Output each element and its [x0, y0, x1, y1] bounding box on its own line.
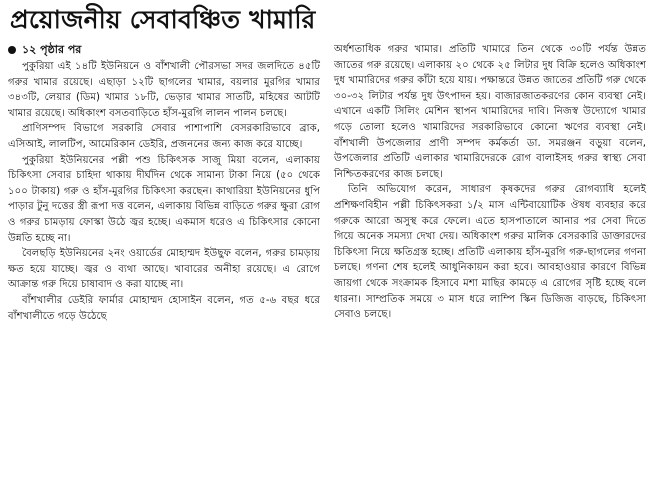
paragraph: পুকুরিয়া এই ১৪টি ইউনিয়নে ও বাঁশখালী পৌরসভা সদর জলদিতে ৪৫টি গরুর খামার রয়েছে। এছাড়া ১২টি ছাগলের খামার, বয়লার মুরগির খামার ৩৪৩টি, লেয়ার (ডিম) খামার ১৮টি, ভেড়ার খামার সাতটি, মহিষের আটটি খামার রয়েছে। অধিকাংশ বসতবাড়িতে হাঁস-মুরগি লালন পালন চলছে। — [8, 61, 320, 119]
bullet-icon — [8, 46, 16, 54]
left-column — [8, 42, 320, 324]
paragraph: অর্ধশতাধিক গরুর খামার। প্রতিটি খামারে তিন থেকে ৩০টি পর্যন্ত উন্নত জাতের গরু রয়েছে। এলাকায় ২০ থেকে ২৫ লিটার দুধ বিক্রি হলেও অধিকাংশ দুধ খামারিদের গরুর কাঁটা হয়ে যায়। পক্ষান্তরে উন্নত জাতের প্রতিটি গরু থেকে ৩০-৩২ লিটার পর্যন্ত দুধ উৎপাদন হয়। বাজারজাতকরণের কোন ব্যবস্থা নেই। এখানে একটি সিলিং মেশিন স্থাপন খামারিদের দাবি। নিজস্ব উদ্যোগে খামার গড়ে তোলা হলেও খামারিদের সরকারিভাবে কোনো ঋণের ব্যবস্থা নেই। বাঁশখালী উপজেলার প্রাণী সম্পদ কর্মকর্তা ডা. সমরঞ্জন বড়ুয়া বলেন, উপজেলার প্রতিটি এলাকার খামারিদেরকে রোগ বালাইসহ গরুর স্বাস্থ্য সেবা নিশ্চিতকরণের কাজ চলছে। — [334, 44, 646, 180]
article-body — [8, 42, 646, 324]
paragraph: তিনি অভিযোগ করেন, সাধারণ কৃষকদের গরুর রোগব্যাধি হলেই প্রশিক্ষণবিহীন পল্লী চিকিৎসকরা ১/২ মাস এন্টিবায়োটিক ঔষধ ব্যবহার করে গরুকে আরো অসুস্থ করে ফেলে। এতে হাসপাতালে আনার পর সেবা দিতে গিয়ে অনেক সমস্যা দেখা দেয়। অধিকাংশ গরুর মালিক বেসরকারি ডাক্তারদের চিকিৎসা নিয়ে ক্ষতিগ্রস্ত হচ্ছে। প্রতিটি এলাকায় হাঁস-মুরগি গরু-ছাগলের গণনা চলছে। গণনা শেষ হলেই আধুনিকায়ন করা হবে। আবহাওয়ার কারণে বিভিন্ন জায়গা থেকে সংক্রামক হিসাবে মশা মাছির কামড়ে এ রোগের সৃষ্টি হচ্ছে বলে ধারনা। সাম্প্রতিক সময়ে ৩ মাস ধরে লাম্পি স্কিন ডিজিজ বাড়ছে, চিকিৎসা সেবাও চলছে। — [334, 184, 646, 321]
continued-from — [8, 42, 320, 58]
right-column — [334, 42, 646, 324]
paragraph: প্রাণিসম্পদ বিভাগে সরকারি সেবার পাশাপাশি বেসরকারিভাবে ব্রাক, এসিআই, লালটিপ, আমেরিকান ডেইরি, প্রজননের জন্য কাজ করে যাচ্ছে। — [8, 123, 320, 150]
paragraph: বৈলছড়ি ইউনিয়নের ২নং ওয়ার্ডের মোহাম্মদ ইউছুফ বলেন, গরুর চামড়ায় ক্ষত হয়ে যাচ্ছে। জ্বর ও ব্যথা আছে। খাবারের অনীহা রয়েছে। এ রোগে আক্রান্ত গরু দিয়ে চাষাবাদ ও করা যাচ্ছে না। — [8, 248, 320, 291]
headline: প্রয়োজনীয় সেবাবঞ্চিত খামারি — [10, 5, 316, 34]
paragraph: পুকুরিয়া ইউনিয়নের পল্লী পশু চিকিৎসক সাজু মিয়া বলেন, এলাকায় চিকিৎসা সেবার চাহিদা থাকায় দীর্ঘদিন থেকে সামান্য টাকা নিয়ে (৫০ থেকে ১০০ টাকায়) গরু ও হাঁস-মুরগির চিকিৎসা করছেন। কাথারিয়া ইউনিয়নের ধুপি পাড়ার টুনু দত্তের স্ত্রী রূপা দত্ত বলেন, এলাকায় বিভিন্ন বাড়িতে গরুর ক্ষুরা রোগ ও গরুর চামড়ায় ফোস্কা উঠে জ্বর হচ্ছে। একমাস ধরেও এ চিকিৎসার কোনো উন্নতি হচ্ছে না। — [8, 154, 320, 244]
paragraph: বাঁশখালীর ডেইরি ফার্মার মোহাম্মদ হোসাইন বলেন, গত ৫-৬ বছর ধরে বাঁশখালীতে গড়ে উঠেছে — [8, 294, 320, 322]
continued-label: ১২ পৃষ্ঠার পর — [22, 43, 82, 56]
